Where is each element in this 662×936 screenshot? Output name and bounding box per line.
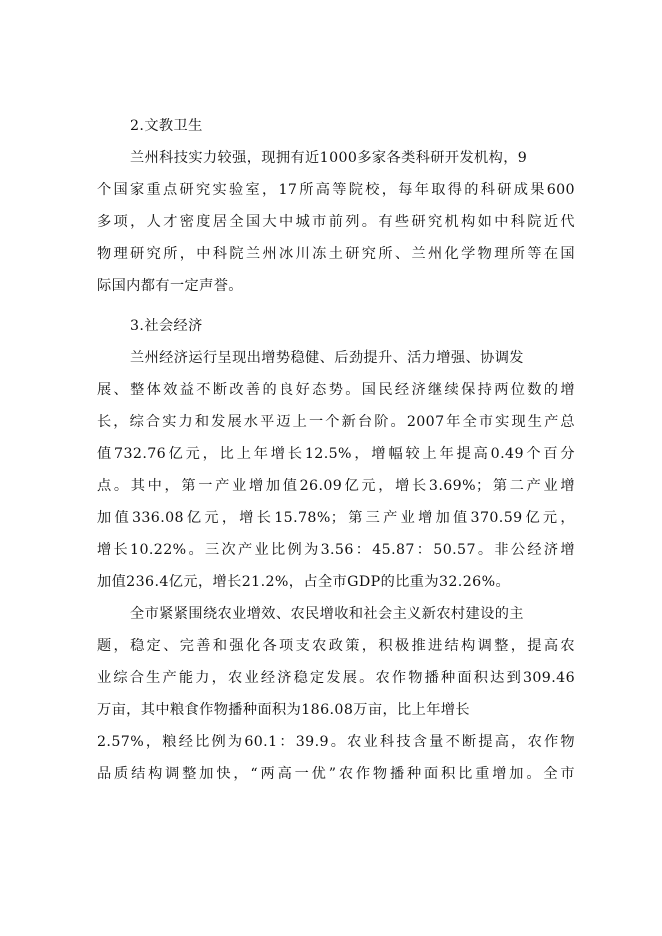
paragraph-line: 多项，人才密度居全国大中城市前列。有些研究机构如中科院近代: [97, 214, 575, 230]
paragraph-line: 增长10.22%。三次产业比例为3.56：45.87：50.57。非公经济增: [97, 542, 575, 558]
paragraph-line: 兰州科技实力较强，现拥有近1000多家各类科研开发机构，9: [130, 150, 528, 166]
paragraph-line: 加值336.08亿元，增长15.78%；第三产业增加值370.59亿元，: [97, 510, 575, 526]
paragraph-line: 2.57%，粮经比例为60.1：39.9。农业科技含量不断提高，农作物: [97, 734, 575, 750]
paragraph-line: 长，综合实力和发展水平迈上一个新台阶。2007年全市实现生产总: [97, 414, 575, 430]
paragraph-line: 物理研究所，中科院兰州冰川冻土研究所、兰州化学物理所等在国: [97, 246, 575, 262]
paragraph-line: 兰州经济运行呈现出增势稳健、后劲提升、活力增强、协调发: [130, 350, 524, 366]
paragraph-line: 点。其中，第一产业增加值26.09亿元，增长3.69%；第二产业增: [97, 478, 575, 494]
section-heading-culture-education: 2.文教卫生: [130, 118, 203, 134]
paragraph-line: 品质结构调整加快，“两高一优”农作物播种面积比重增加。全市: [97, 766, 575, 782]
paragraph-line: 全市紧紧围绕农业增效、农民增收和社会主义新农村建设的主: [130, 606, 524, 622]
paragraph-line: 业综合生产能力，农业经济稳定发展。农作物播种面积达到309.46: [97, 670, 575, 686]
section-heading-social-economy: 3.社会经济: [130, 318, 203, 334]
paragraph-line: 加值236.4亿元，增长21.2%，占全市GDP的比重为32.26%。: [97, 574, 511, 590]
paragraph-line: 题，稳定、完善和强化各项支农政策，积极推进结构调整，提高农: [97, 638, 575, 654]
paragraph-line: 个国家重点研究实验室，17所高等院校，每年取得的科研成果600: [97, 182, 575, 198]
paragraph-line: 际国内都有一定声誉。: [97, 278, 243, 294]
paragraph-line: 值732.76亿元，比上年增长12.5%，增幅较上年提高0.49个百分: [97, 446, 575, 462]
paragraph-line: 展、整体效益不断改善的良好态势。国民经济继续保持两位数的增: [97, 382, 575, 398]
paragraph-line: 万亩，其中粮食作物播种面积为186.08万亩，比上年增长: [97, 702, 470, 718]
